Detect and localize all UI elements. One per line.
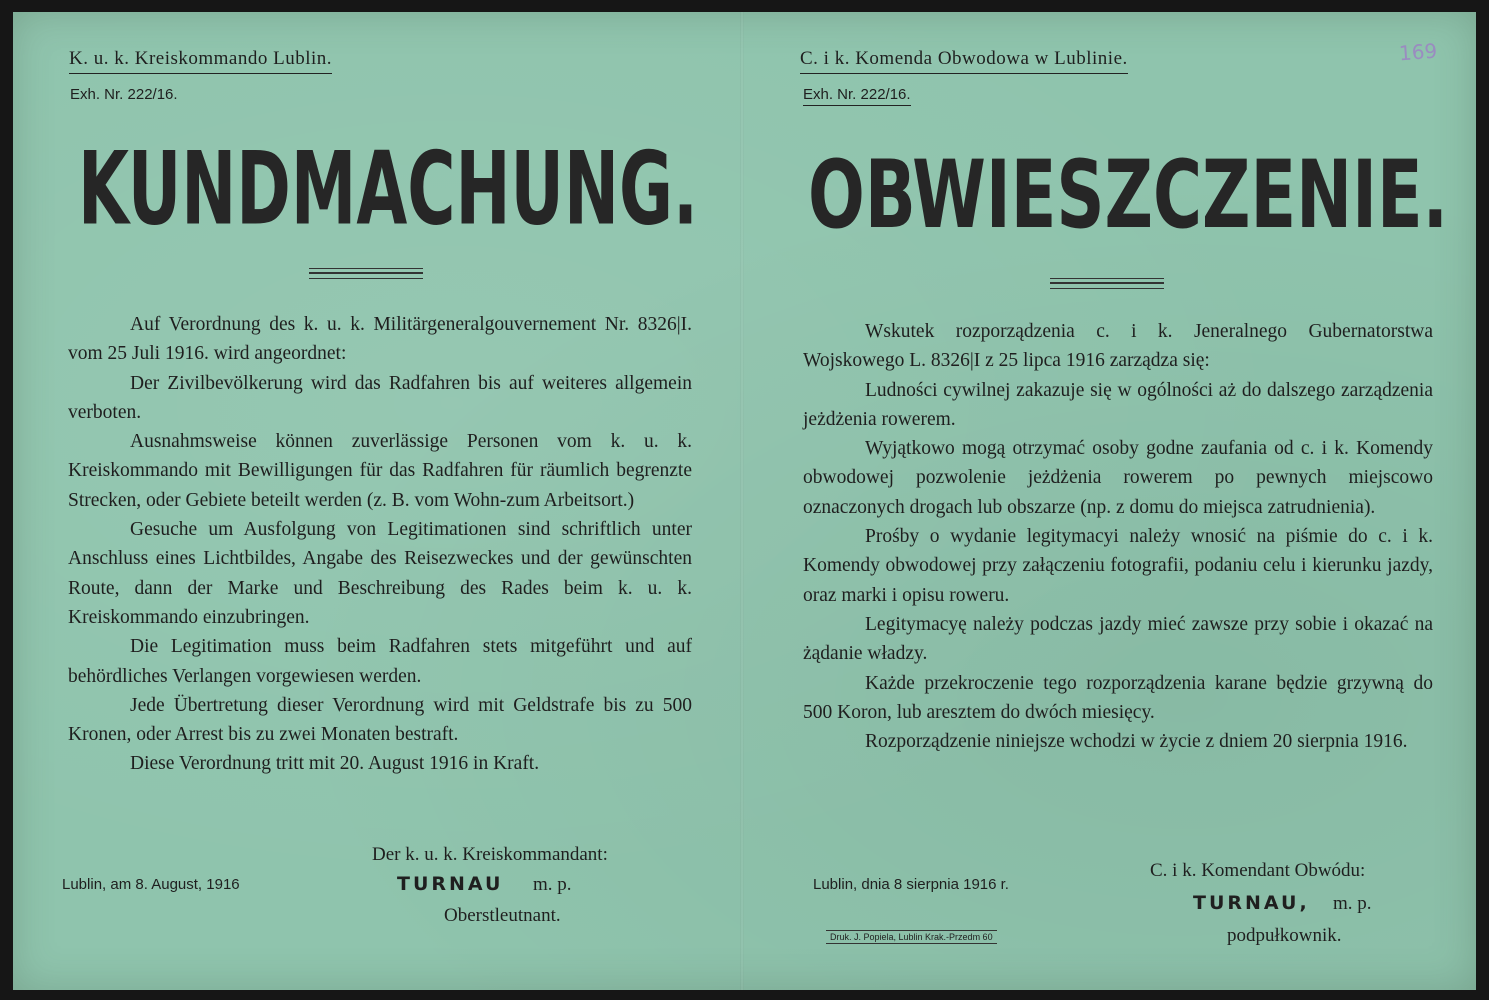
german-signature-title: Der k. u. k. Kreiskommandant: [372,844,608,865]
german-authority-heading: K. u. k. Kreiskommando Lublin. [69,48,332,74]
polish-place-date: Lublin, dnia 8 sierpnia 1916 r. [813,876,1009,893]
polish-signature-title: C. i k. Komendant Obwódu: [1150,860,1366,881]
polish-exhibit-number: Exh. Nr. 222/16. [803,86,911,106]
archive-number: 169 [1398,38,1438,66]
polish-paragraph: Ludności cywilnej zakazuje się w ogólności aż do dalszego zarządzenia jeżdżenia rowerem. [803,379,1433,430]
german-signatory-rank: Oberstleutnant. [444,905,561,926]
german-title: KUNDMACHUNG. [78,130,698,248]
polish-mp-mark: m. p. [1333,893,1372,914]
polish-signatory-name: TURNAU, [1193,892,1310,914]
polish-title-rule [1050,278,1164,289]
german-paragraph: Gesuche um Ausfolgung von Legitimationen sind schriftlich unter Anschluss eines Lichtbildes, Angabe des Reisezweckes und der gewünschten Route, dann der Marke und Beschreibung des Rades beim k. u. k. Kreiskommando einzubringen. [68,519,692,628]
german-signatory-name: TURNAU [397,873,504,895]
german-paragraph: Die Legitimation muss beim Radfahren stets mitgeführt und auf behördliches Verlangen vorgewiesen werden. [68,636,692,687]
polish-title: OBWIESZCZENIE. [808,140,1448,250]
polish-paragraph: Legitymacyę należy podczas jazdy mieć zawsze przy sobie i okazać na żądanie władzy. [803,613,1433,665]
german-paragraph: Diese Verordnung tritt mit 20. August 1916 in Kraft. [130,753,540,775]
german-title-rule [309,268,423,279]
polish-paragraph: Rozporządzenie niniejsze wchodzi w życie z dniem 20 sierpnia 1916. [865,731,1408,753]
german-paragraph: Auf Verordnung des k. u. k. Militärgeneralgouvernement Nr. 8326|I. vom 25 Juli 1916. wird angeordnet: [68,314,692,365]
center-fold [740,12,744,990]
polish-paragraph: Każde przekroczenie tego rozporządzenia karane będzie grzywną do 500 Koron, lub aresztem do dwóch miesięcy. [803,672,1433,723]
printer-imprint: Druk. J. Popiela, Lublin Krak.-Przedm 60 [826,930,997,944]
german-mp-mark: m. p. [533,874,572,895]
german-body-text [68,310,692,779]
polish-body-text [803,317,1433,756]
german-exhibit-number: Exh. Nr. 222/16. [70,86,178,103]
german-place-date: Lublin, am 8. August, 1916 [62,876,240,893]
german-paragraph: Ausnahmsweise können zuverlässige Personen vom k. u. k. Kreiskommando mit Bewilligungen für das Radfahren für räumlich begrenzte Strecken, oder Gebiete beteilt werden (z. B. vom Wohn-zum Arbeitsort.) [68,431,692,511]
polish-paragraph: Prośby o wydanie legitymacyi należy wnosić na piśmie do c. i k. Komendy obwodowej przy załączeniu fotografii, podaniu celu i kierunku jazdy, oraz marki i opisu roweru. [803,526,1433,606]
polish-signatory-rank: podpułkownik. [1227,925,1342,946]
german-paragraph: Jede Übertretung dieser Verordnung wird mit Geldstrafe bis zu 500 Kronen, oder Arrest bis zu zwei Monaten bestraft. [68,694,692,746]
poster-sheet [13,12,1476,990]
polish-paragraph: Wyjątkowo mogą otrzymać osoby godne zaufania od c. i k. Komendy obwodowej pozwolenie jeżdżenia rowerem po pewnych miejscowo oznaczonych drogach lub obszarze (np. z domu do miejsca zatrudnienia). [803,438,1433,518]
polish-authority-heading: C. i k. Komenda Obwodowa w Lublinie. [800,48,1128,74]
polish-paragraph: Wskutek rozporządzenia c. i k. Jeneralnego Gubernatorstwa Wojskowego L. 8326|I z 25 lipca 1916 zarządza się: [803,321,1433,372]
german-paragraph: Der Zivilbevölkerung wird das Radfahren bis auf weiteres allgemein verboten. [68,372,692,423]
